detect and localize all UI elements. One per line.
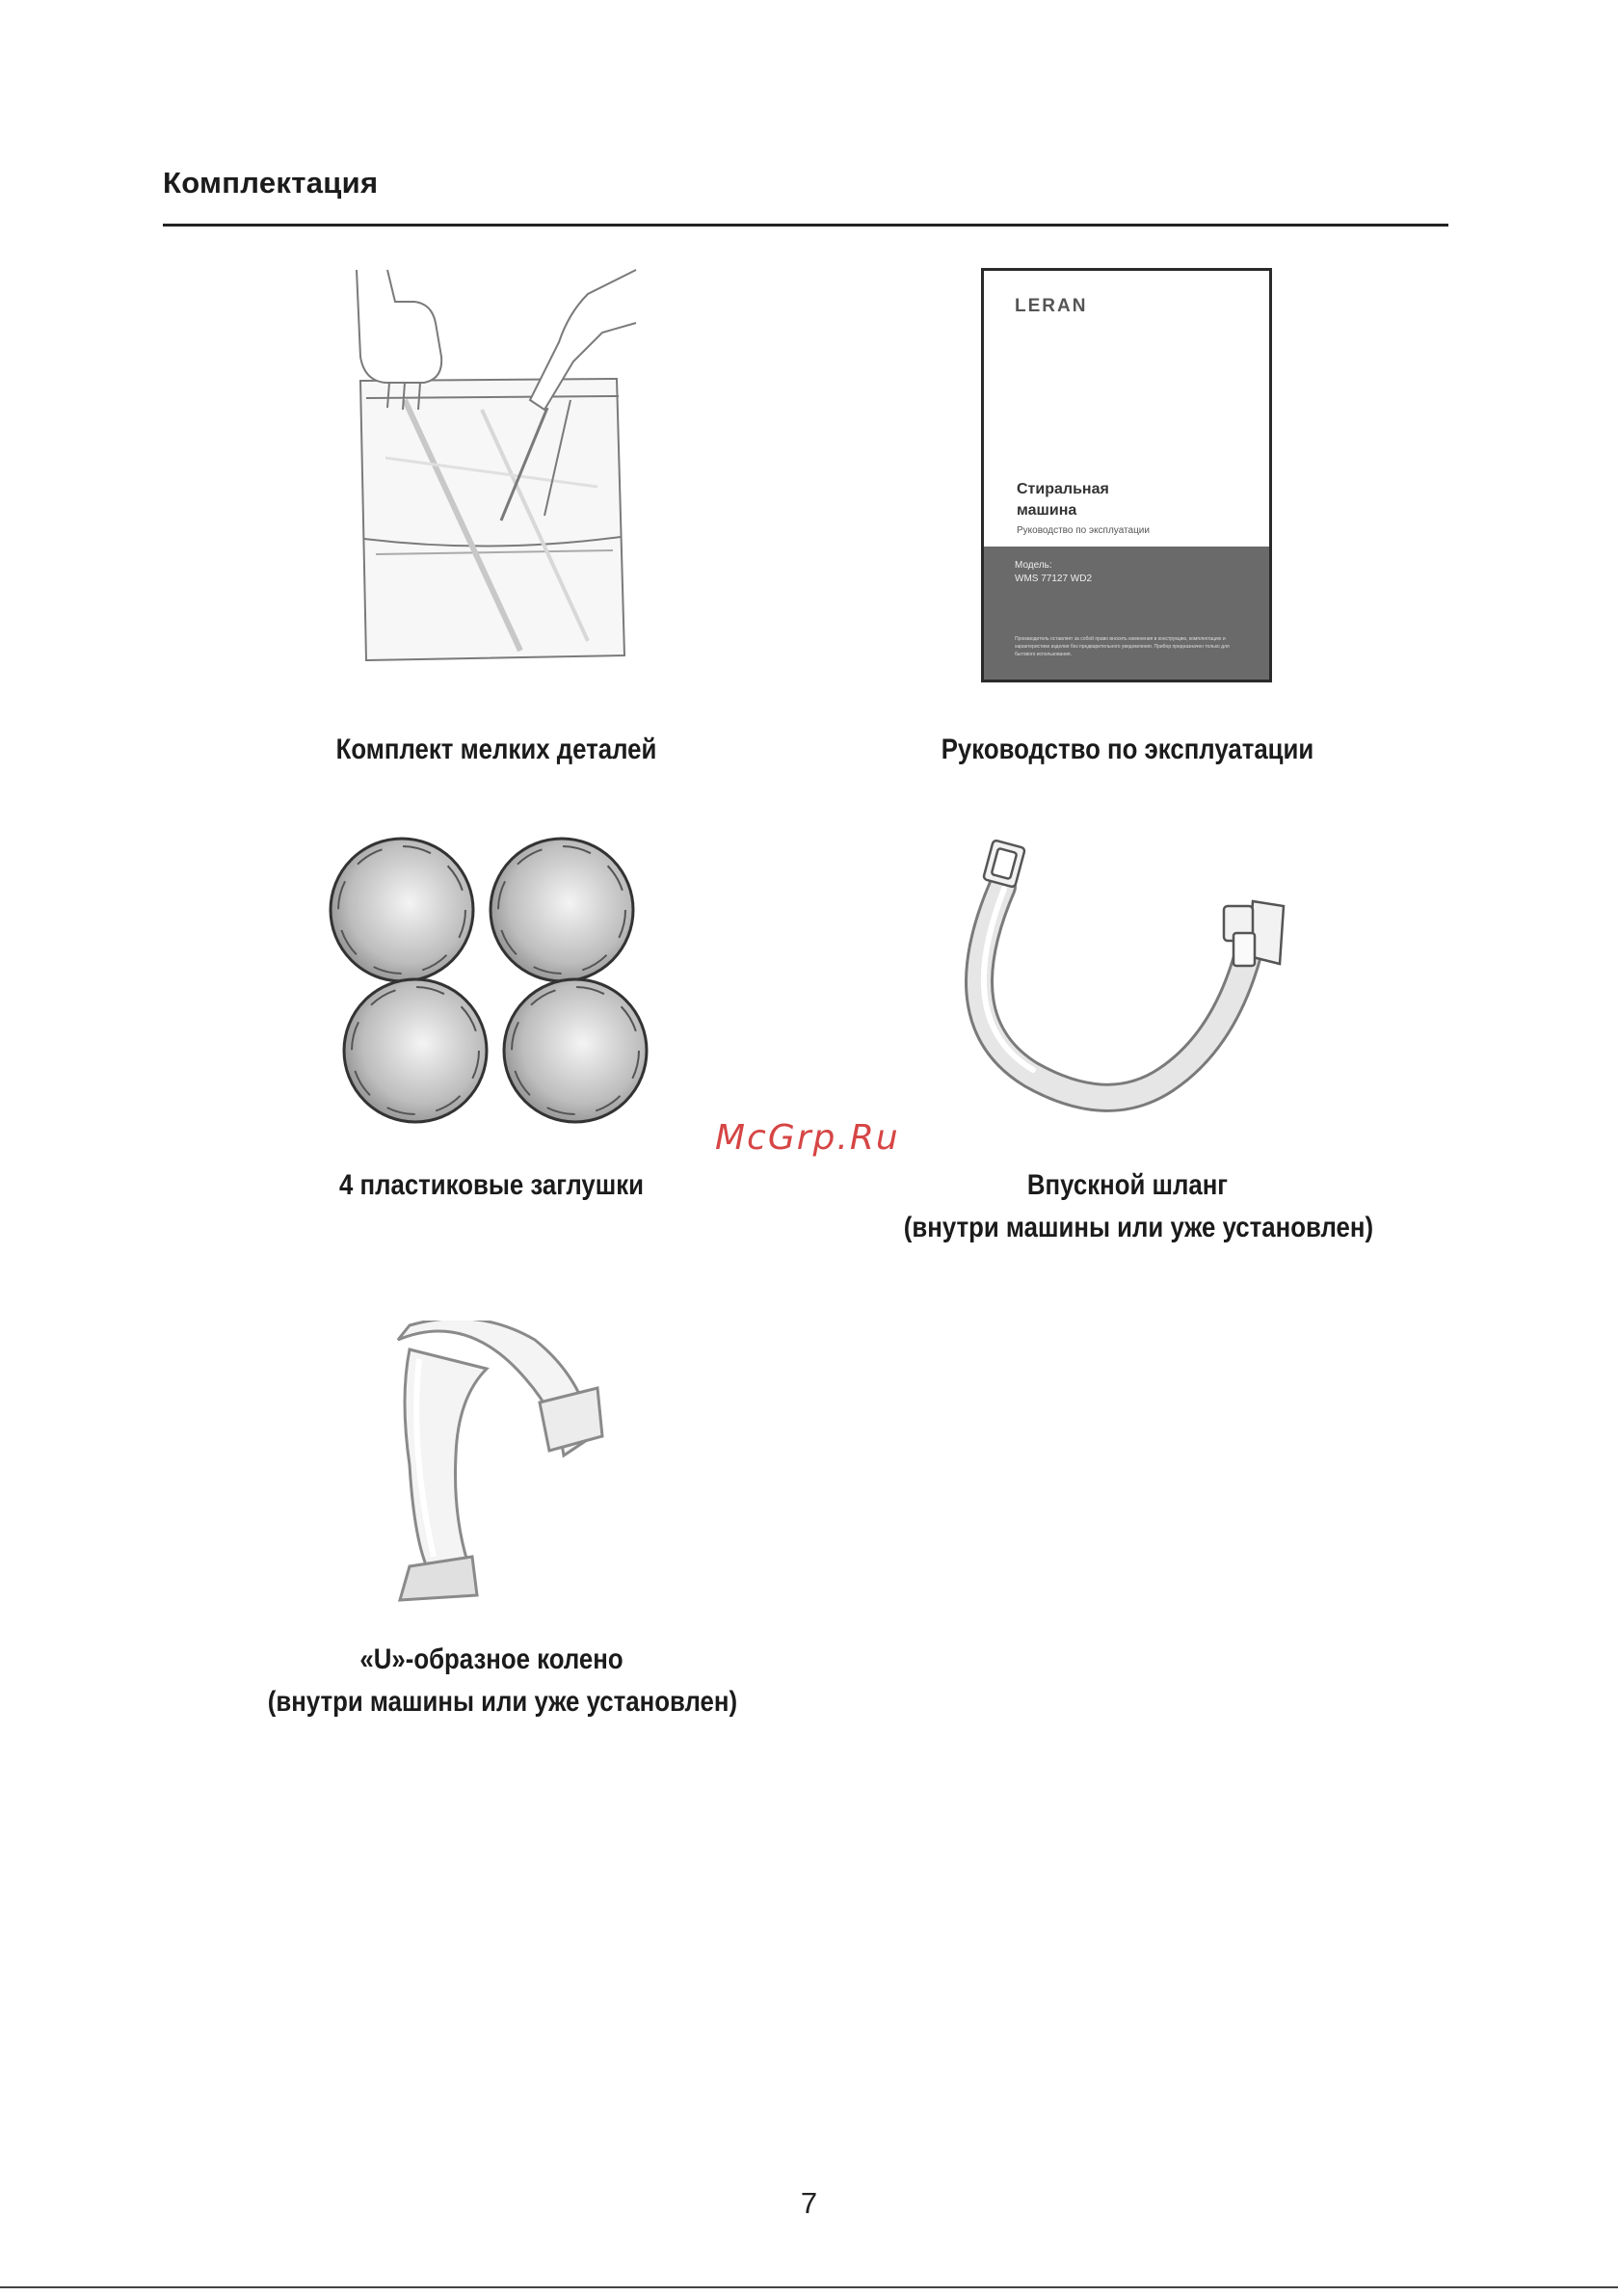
brand-logo: LERAN <box>1015 296 1088 316</box>
manual-band <box>984 547 1269 680</box>
plastic-plug-icon <box>344 979 487 1122</box>
inlet-hose-illustration <box>944 829 1311 1128</box>
caption-manual <box>904 729 1351 771</box>
caption-line: Впускной шланг <box>1026 1169 1229 1201</box>
caption-line: Комплект мелких деталей <box>335 734 657 765</box>
caption-u-elbow <box>267 1639 738 1723</box>
caption-line: 4 пластиковые заглушки <box>338 1169 645 1201</box>
plastic-plug-icon <box>331 839 473 981</box>
caption-line: Руководство по эксплуатации <box>941 734 1314 765</box>
caption-plugs <box>268 1164 715 1207</box>
caption-line: (внутри машины или уже установлен) <box>267 1686 738 1718</box>
caption-parts-kit <box>273 729 720 771</box>
title-divider <box>163 224 1448 227</box>
caption-line: «U»-образное колено <box>359 1643 623 1675</box>
page-number: 7 <box>800 2186 818 2220</box>
manual-title-line: машина <box>1017 502 1077 519</box>
manual-note: Производитель оставляет за собой право вносить изменения в конструкцию, комплектацию и характеристики изделия без предварительного уведомления. Прибор предназначен только для бытового использования. <box>1015 636 1230 657</box>
bottom-divider <box>0 2286 1618 2288</box>
plastic-plug-icon <box>504 979 647 1122</box>
model-label: Модель: <box>1015 560 1052 571</box>
manual-subtitle: Руководство по эксплуатации <box>1017 525 1150 536</box>
caption-line: (внутри машины или уже установлен) <box>903 1212 1374 1243</box>
plastic-plugs-illustration <box>323 829 660 1137</box>
caption-inlet-hose <box>903 1164 1374 1249</box>
manual-title-line: Стиральная <box>1017 481 1109 497</box>
plastic-plug-icon <box>491 839 633 981</box>
model-value: WMS 77127 WD2 <box>1015 574 1093 584</box>
u-elbow-illustration <box>381 1321 612 1610</box>
parts-bag-illustration <box>347 265 646 689</box>
section-title: Комплектация <box>163 166 379 200</box>
manual-cover <box>981 268 1272 682</box>
manual-title <box>1017 479 1109 521</box>
watermark: McGrp.Ru <box>715 1118 900 1158</box>
